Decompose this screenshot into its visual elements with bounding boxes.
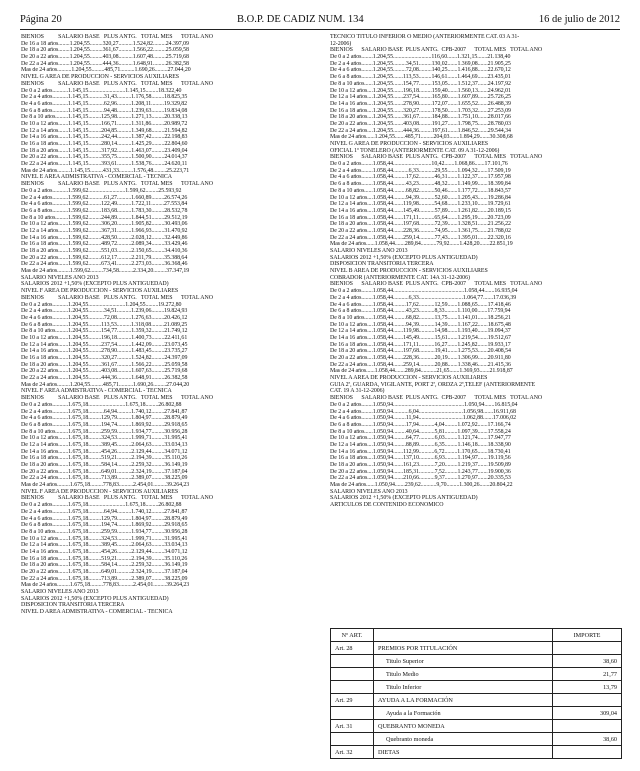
text-line: 12-2006) bbox=[330, 40, 352, 47]
text-line: De 12 a 14 años.......1.145,15.........204,85..........1.349,68.........21.594,82 bbox=[21, 127, 188, 134]
text-line: NIVEL F AREA ADMISTRATIVA - COMERCIAL - TECNICA bbox=[21, 388, 172, 395]
text-line: SALARIOS 2012 +1,50% (EXCEPTO PLUS ANTIGUEDAD) bbox=[21, 595, 169, 602]
table-row bbox=[331, 681, 622, 694]
text-line: SALARIO NIVELES AÑO 2013 bbox=[21, 589, 99, 596]
text-line: De 10 a 12 años....1.058,44.........94,39...........52,60.......1.205,43.......19.286,84 bbox=[330, 194, 511, 201]
text-line: De 22 a 24 años........1.204,55.........444,36..........1.648,91.........26.382,58 bbox=[21, 60, 189, 67]
text-line: GUIA 2ª, GUARDA, VIGILANTE, PORT 2ª, ORDZA 2ª,TELEF (ANTERIORMENTE bbox=[330, 381, 536, 388]
amount-cell: 21,77 bbox=[553, 668, 622, 681]
text-line: De 4 a 6 años...........1.204,55...........72,08..........1.276,63.........20.426,12 bbox=[21, 314, 188, 321]
text-line: De 6 a 8 años........1.058,44.........43,23...........8,33.........1.110,00.......17.759,94 bbox=[330, 308, 511, 315]
publication-date: 16 de julio de 2012 bbox=[538, 14, 620, 25]
text-line: De 20 a 22 años.......1.204,55.........403,08..........1.607,63.........25.719,68 bbox=[21, 368, 188, 375]
text-line: SALARIOS 2012 +1,50% (EXCEPTO PLUS ANTIGUEDAD) bbox=[330, 254, 478, 261]
art-number-cell: Art. 32 bbox=[331, 746, 374, 759]
text-line: De 10 a 12 años....1.058,44.........94,39...........14,39.......1.167,22.......18.675,48 bbox=[330, 321, 511, 328]
text-line: BIENIOS SALARIO BASE PLUS ANTG. CPB-2007 TOTAL MES TOTAL AÑO bbox=[330, 47, 543, 54]
text-line: De 6 a 8 años...........1.675,18.........194,74..........1.869,92.........29.918,65 bbox=[21, 421, 188, 428]
amount-cell bbox=[553, 694, 622, 707]
text-line: De 22 a 24 años.......1.675,18.........713,89..........2.389,07.........38.225,09 bbox=[21, 575, 188, 582]
text-line: De 6 a 8 años........1.050,94.........17,94...........4,04.........1.072,92.......17.166,74 bbox=[330, 421, 511, 428]
concept-cell: Titulo Inferior bbox=[374, 681, 553, 694]
text-line: De 0 a 2 años...........1.675,18..........................1.675,18.........26.802,88 bbox=[21, 502, 182, 509]
art-number-cell bbox=[331, 655, 374, 668]
amount-cell bbox=[553, 746, 622, 759]
text-line: BIENIOS SALARIO BASE PLUS ANTG. TOTAL MES TOTAL AÑO bbox=[21, 34, 213, 40]
amount-cell: 38,60 bbox=[553, 733, 622, 746]
text-line: De 4 a 6 años...........1.675,18.........129,79..........1.804,97.........28.879,49 bbox=[21, 415, 188, 422]
text-line: Mas de 24 años.........1.145,15.........431,33..........1.576,48.........25.223,71 bbox=[21, 167, 190, 174]
text-line: De 6 a 8 años...........1.675,18.........194,74..........1.869,92.........29.918,65 bbox=[21, 522, 188, 529]
text-line: BIENIOS SALARIO BASE PLUS ANTG. CPB-2007 TOTAL MES TOTAL AÑO bbox=[330, 281, 543, 288]
text-line: OFICIAL 1º TONELERO (ANTERIORMENTE CAT. 09 A 31-12-2006) bbox=[330, 147, 500, 154]
text-line: De 16 a 18 años....1.204,55.......320,27.........178,50.......1.703,32.......27.253,09 bbox=[330, 107, 511, 114]
text-line: De 0 a 2 años........1.058,44...........................10,42.......1.068,86.......17.101,76 bbox=[330, 161, 508, 168]
amount-cell: 309,04 bbox=[553, 707, 622, 720]
text-line: De 2 a 4 años........1.058,44...........6,33...........29,55.......1.094,32.......17.509,19 bbox=[330, 167, 511, 174]
text-line: De 10 a 12 años.......1.145,15.........166,71..........1.311,86.........20.989,72 bbox=[21, 120, 188, 127]
text-line: De 14 a 16 años.......1.145,15.........242,44..........1.387,42.........22.198,83 bbox=[21, 134, 188, 141]
concept-cell: Titulo Superior bbox=[374, 655, 553, 668]
text-line: De 14 a 16 años....1.058,44.......145,49...........15,61.......1.219,54.......19.512,67 bbox=[330, 334, 511, 341]
text-line: De 6 a 8 años...........1.599,62.........183,68..........1.783,30.........28.532,78 bbox=[21, 207, 188, 214]
text-line: DISPOSICION TRANSITORIA TERCERA bbox=[330, 261, 434, 268]
text-line: De 8 a 10 años.........1.675,18.........259,59..........1.934,77.........30.956,28 bbox=[21, 528, 188, 535]
text-line: BIENIOS SALARIO BASE PLUS ANTG. CPB-2007 TOTAL MES TOTAL AÑO bbox=[330, 395, 543, 402]
text-line: De 20 a 22 años....1.204,55.......403,08.........191,27.......1.798,75.......28.780,03 bbox=[330, 120, 511, 127]
publication-title: B.O.P. DE CADIZ NUM. 134 bbox=[237, 14, 364, 25]
text-line: De 16 a 18 años.......1.599,62.........489,72..........2.089,34.........33.429,46 bbox=[21, 241, 188, 248]
amount-cell: 38,60 bbox=[553, 655, 622, 668]
text-line: De 2 a 4 años........1.058,44...........6,33...............................1.064,77.......17.036,39 bbox=[330, 294, 517, 301]
text-line: De 20 a 22 años....1.050,94.......185,31...........7,52.........1.243,77.......19.900,36 bbox=[330, 468, 511, 475]
text-line: NIVEL B AREA DE PRODUCCION - SERVICIOS AUXILIARES bbox=[330, 268, 488, 275]
text-line: NIVEL D AREA ADMISTRATIVA - COMERCIAL - TECNICA bbox=[21, 609, 173, 616]
text-line: BIENIOS SALARIO BASE PLUS ANTG. CPB-2007 TOTAL MES TOTAL AÑO bbox=[330, 154, 543, 161]
text-line: De 22 a 24 años....1.058,44.......259,14...........20,88.......1.338,46.......21.415,36 bbox=[330, 361, 511, 368]
concept-cell: Quebranto moneda bbox=[374, 733, 553, 746]
text-line: De 10 a 12 años.......1.675,18.........324,53..........1.999,71.........31.995,41 bbox=[21, 535, 188, 542]
text-line: De 18 a 20 años....1.058,44.......197,68...........19,41.......1.275,53.......20.408,54 bbox=[330, 348, 511, 355]
text-line: De 4 a 6 años...........1.675,18.........129,79..........1.804,97.........28.879,49 bbox=[21, 515, 188, 522]
text-line: De 12 a 14 años.......1.599,62.........367,31..........1.966,93.........31.470,92 bbox=[21, 227, 188, 234]
text-line: De 8 a 10 años......1.050,94.........40,64...........5,81.........1.097,39.......17.558,24 bbox=[330, 428, 511, 435]
text-line: BIENIOS SALARIO BASE PLUS ANTG. TOTAL MES TOTAL AÑO bbox=[21, 495, 213, 502]
art-number-cell: Art. 29 bbox=[331, 694, 374, 707]
text-line: De 8 a 10 años.........1.599,62.........244,89..........1.844,51.........29.512,19 bbox=[21, 214, 188, 221]
text-line: De 18 a 20 años....1.058,44.......197,68...........72,39.......1.328,51.......21.256,22 bbox=[330, 221, 511, 228]
text-line: De 16 a 18 años.......1.675,18.........519,21..........2.194,39.........35.110,26 bbox=[21, 455, 188, 462]
text-line: De 8 a 10 años......1.204,55.......154,77.........153,05.......1.512,37.......24.197,92 bbox=[330, 80, 511, 87]
concept-cell: PREMIOS POR TITULACIÓN bbox=[374, 642, 553, 655]
text-line: NIVEL A AREA DE PRODUCCION - SERVICIOS AUXILIARES bbox=[330, 375, 488, 382]
text-line: De 0 a 2 años...........1.599,62..........................1.599,62.........25.593,92 bbox=[21, 187, 182, 194]
text-line: De 16 a 18 años....1.050,94.......137,10...........6,93.........1.194,97.......19.119,56 bbox=[330, 455, 511, 462]
text-line: SALARIOS 2012 +1,50% (EXCEPTO PLUS ANTIGUEDAD) bbox=[330, 495, 478, 502]
text-line: De 2 a 4 años...........1.145,15...........31,43..........1.176,58.........18.825,35 bbox=[21, 94, 188, 101]
text-line: De 18 a 20 años.......1.599,62.........551,03..........2.150,65.........34.410,36 bbox=[21, 248, 188, 254]
left-column bbox=[21, 34, 313, 616]
concept-cell: Ayuda a la Formación bbox=[374, 707, 553, 720]
art-number-cell: Art. 31 bbox=[331, 720, 374, 733]
text-line: De 20 a 22 años.......1.145,15.........355,75..........1.500,90.........24.014,37 bbox=[21, 154, 188, 161]
text-line: De 14 a 16 años....1.050,94.......112,99...........6,72.........1.170,65.......18.730,41 bbox=[330, 448, 511, 455]
text-line: De 6 a 8 años........1.058,44.........43,23...........48,32.......1.149,99.......18.399,84 bbox=[330, 181, 511, 188]
page-header bbox=[20, 14, 620, 28]
text-line: De 2 a 4 años........1.050,94...........6,04...............................1.056,98.......16.911,68 bbox=[330, 408, 516, 415]
text-line: De 0 a 2 años...........1.145,15..........................1.145,15.........18.322,40 bbox=[21, 87, 182, 94]
text-line: De 0 a 2 años........1.058,44..................................................1.058,44.......16.935,04 bbox=[330, 288, 518, 295]
text-line: BIENIOS SALARIO BASE PLUS ANTG. TOTAL MES TOTAL AÑO bbox=[21, 294, 213, 301]
text-line: De 18 a 20 años.......1.675,18.........584,14..........2.259,32.........36.149,19 bbox=[21, 462, 188, 468]
text-line: De 10 a 12 años.......1.675,18.........324,53..........1.999,71.........31.995,41 bbox=[21, 435, 188, 442]
text-line: De 0 a 2 años........1.204,55...........................116,60.......1.321,15.......21.138,40 bbox=[330, 54, 511, 61]
text-line: SALARIO NIVELES AÑO 2013 bbox=[330, 488, 408, 495]
text-line: De 2 a 4 años...........1.204,55...........34,51..........1.239,06.........19.824,93 bbox=[21, 308, 188, 315]
text-line: De 10 a 12 años.......1.204,55.........196,18..........1.400,73.........22.411,61 bbox=[21, 334, 188, 341]
text-line: De 16 a 18 años....1.058,44.......171,11...........16,27.......1.245,82.......19.933,17 bbox=[330, 341, 511, 348]
table-row bbox=[331, 720, 622, 733]
text-line: Mas de 24 años.........1.675,18.........778,83..........2.454,01.........39.264,23 bbox=[21, 582, 190, 589]
text-line: De 22 a 24 años.......1.599,62.........673,41..........2.273,03.........36.368,46 bbox=[21, 261, 188, 268]
articles-table bbox=[330, 628, 622, 759]
text-line: De 18 a 20 años........1.204,55.........361,67..........1.566,22.........25.059,58 bbox=[21, 47, 189, 54]
text-line: Mas de 24 años......1.058,44.......289,84...........21,65.......1.369,93.......21.918,87 bbox=[330, 368, 513, 375]
text-line: De 8 a 10 años......1.058,44.........68,82...........50,46.......1.177,72.......18.843,57 bbox=[330, 187, 511, 194]
text-line: Mas de 24 años......1.204,55.......485,71.........204,03.......1.894,29.......30.308,68 bbox=[330, 134, 513, 141]
text-line: ARTICULOS DE CONTENIDO ECONOMICO bbox=[330, 502, 444, 509]
text-line: De 16 a 18 años........1.204,55.........320,27..........1.524,82.........24.397,09 bbox=[21, 40, 189, 47]
text-line: BIENIOS SALARIO BASE PLUS ANTG. TOTAL MES TOTAL AÑO bbox=[21, 181, 213, 188]
text-line: De 12 a 14 años.......1.675,18.........389,45..........2.064,63.........33.034,13 bbox=[21, 542, 188, 549]
text-line: De 12 a 14 años....1.204,55.......237,54.........165,80.......1.607,89.......25.726,25 bbox=[330, 94, 511, 101]
text-line: De 20 a 22 años........1.204,55.........403,08..........1.607,48.........25.719,68 bbox=[21, 54, 189, 61]
text-line: De 22 a 24 años.......1.675,18.........713,89..........2.389,07.........38.225,09 bbox=[21, 475, 188, 482]
concept-cell: QUEBRANTO MONEDA bbox=[374, 720, 553, 733]
text-line: De 4 a 6 años...........1.145,15...........62,96..........1.208,11.........19.329,82 bbox=[21, 100, 188, 107]
text-line: SALARIO NIVELES AÑO 2013 bbox=[21, 274, 99, 281]
amount-cell bbox=[553, 642, 622, 655]
text-line: De 20 a 22 años....1.058,44.......228,36...........74,95.......1.361,75.......21.788,02 bbox=[330, 227, 511, 234]
text-line: De 8 a 10 años......1.058,44.........68,82...........13,75.......1.141,01.......18.256,21 bbox=[330, 314, 511, 321]
text-line: De 16 a 18 años.......1.204,55.........320,27..........1.524,82.........24.397,09 bbox=[21, 355, 188, 361]
text-line: De 18 a 20 años.......1.675,18.........584,14..........2.259,32.........36.149,19 bbox=[21, 562, 188, 569]
text-line: NIVEL G AREA DE PRODUCCION - SERVICIOS AUXILIARES bbox=[330, 141, 489, 147]
text-line: De 8 a 10 años.........1.145,15.........125,98..........1.271,13.........20.338,13 bbox=[21, 114, 188, 121]
text-line: NIVEL F AREA DE PRODUCCION - SERVICIOS AUXILIARES bbox=[21, 488, 179, 495]
art-number-cell: Art. 28 bbox=[331, 642, 374, 655]
text-line: BIENIOS SALARIO BASE PLUS ANTG. TOTAL MES TOTAL AÑO bbox=[21, 395, 213, 402]
text-line: SALARIOS 2012 +1,50% (EXCEPTO PLUS ANTIGUEDAD) bbox=[21, 281, 169, 288]
text-line: De 12 a 14 años....1.058,44.......119,98...........14,98.......1.193,40.......19.094,37 bbox=[330, 328, 511, 335]
text-line: COBRADOR (ANTERIORMENTE CAT. 14A 31-12-2006) bbox=[330, 274, 470, 281]
text-line: De 12 a 14 años.......1.204,55.........237,54..........1.442,09.........23.073,45 bbox=[21, 341, 188, 348]
text-line: De 4 a 6 años........1.050,94.........11,94...............................1.062,88.......17.006,02 bbox=[330, 415, 516, 422]
concept-cell: Titulo Medio bbox=[374, 668, 553, 681]
articles-table-header bbox=[331, 629, 622, 642]
text-line: TECNICO TITULO INFERIOR O MEDIO (ANTERIORMENTE CAT. 03 A 31- bbox=[330, 34, 520, 40]
text-line: De 0 a 2 años...........1.675,18..........................1.675,18.........26.802,88 bbox=[21, 401, 182, 408]
concept-cell: AYUDA A LA FORMACIÓN bbox=[374, 694, 553, 707]
text-line: NIVEL F AREA DE PRODUCCION - SERVICIOS AUXILIARES bbox=[21, 288, 179, 295]
page-number: Página 20 bbox=[20, 14, 62, 25]
art-number-cell bbox=[331, 707, 374, 720]
art-number-cell bbox=[331, 733, 374, 746]
text-line: De 20 a 22 años.......1.599,62.........612,17..........2.211,79.........35.388,64 bbox=[21, 254, 188, 261]
text-line: De 4 a 6 años........1.204,55.........72,08.........140,25.......1.416,88.......22.670,12 bbox=[330, 67, 511, 74]
table-row bbox=[331, 655, 622, 668]
art-number-cell bbox=[331, 681, 374, 694]
text-line: De 6 a 8 años........1.204,55.......113,53.........146,61.......1.464,69.......23.435,01 bbox=[330, 74, 511, 81]
amount-cell: 13,79 bbox=[553, 681, 622, 694]
text-line: De 8 a 10 años.........1.675,18.........259,59..........1.934,77.........30.956,28 bbox=[21, 428, 188, 435]
text-line: De 2 a 4 años...........1.599,62...........61,27..........1.660,89.........26.574,26 bbox=[21, 194, 188, 201]
text-line: De 0 a 2 años...........1.204,55..........................1.204,55.........19.272,80 bbox=[21, 301, 182, 308]
text-line: De 16 a 18 años.......1.675,18.........519,21..........2.194,39.........35.110,26 bbox=[21, 555, 188, 562]
text-line: CAT. 19 A 31-12-2006) bbox=[330, 388, 385, 395]
header-rule bbox=[20, 29, 620, 30]
text-line: De 14 a 16 años.......1.204,55.........278,90..........1.483,45.........23.735,27 bbox=[21, 348, 188, 355]
text-line: De 10 a 12 años....1.204,55.......196,18.........159,40.......1.560,13.......24.962,01 bbox=[330, 87, 511, 94]
text-line: De 18 a 20 años....1.204,55.......361,67.........184,88.......1.751,10.......28.017,66 bbox=[330, 114, 511, 121]
text-line: DISPOSICION TRANSITORIA TERCERA bbox=[21, 602, 125, 609]
text-line: Mas de 24 años.........1.204,55.........485,71..........1.690,26.........27.044,20 bbox=[21, 381, 190, 388]
text-line: NIVEL G AREA DE PRODUCCION - SERVICIOS AUXILIARES bbox=[21, 74, 180, 81]
text-line: De 2 a 4 años........1.204,55.........34,51.........130,02.......1.369,08.......21.905,25 bbox=[330, 60, 511, 67]
text-line: De 18 a 20 años....1.050,94.......161,23...........7,20.........1.219,37.......19.509,89 bbox=[330, 462, 511, 468]
text-line: De 0 a 2 años........1.050,94..................................................1.050,94.......16.815,04 bbox=[330, 401, 518, 408]
text-line: De 2 a 4 años...........1.675,18...........64,94..........1.740,12.........27.841,87 bbox=[21, 508, 188, 515]
text-line: De 2 a 4 años...........1.675,18...........64,94..........1.740,12.........27.841,87 bbox=[21, 408, 188, 415]
text-line: De 22 a 24 años....1.058,44.......259,14...........77,43.......1.395,01.......22.320,16 bbox=[330, 234, 511, 241]
header-art-number: Nº ART. bbox=[331, 629, 374, 642]
text-line: De 12 a 14 años....1.050,94.........88,89...........6,35.........1.146,18.......18.338,90 bbox=[330, 441, 511, 448]
text-line: De 18 a 20 años.......1.145,15.........317,92..........1.463,07.........23.409,04 bbox=[21, 147, 188, 154]
text-line: Mas de 24 años.........1.599,62.........734,58..........2.334,20.........37.347,19 bbox=[21, 268, 190, 275]
text-line: De 20 a 22 años.......1.675,18.........649,01..........2.324,19.........37.187,04 bbox=[21, 569, 188, 575]
text-line: De 18 a 20 años.......1.204,55.........361,67..........1.566,22.........25.059,58 bbox=[21, 361, 188, 368]
text-line: SALARIO NIVELES AÑO 2013 bbox=[330, 248, 408, 254]
text-line: De 16 a 18 años.......1.145,15.........280,14..........1.425,29.........22.804,60 bbox=[21, 141, 188, 147]
text-line: Mas de 24 años.........1.675,18.........778,83..........2.454,01.........39.264,23 bbox=[21, 482, 190, 489]
header-amount: IMPORTE bbox=[553, 629, 622, 642]
text-line: De 20 a 22 años.......1.675,18.........649,01..........2.324,19.........37.187,04 bbox=[21, 468, 188, 475]
text-line: De 16 a 18 años....1.058,44.......171,11...........65,64.......1.295,19.......20.723,09 bbox=[330, 214, 511, 221]
table-row bbox=[331, 707, 622, 720]
table-row bbox=[331, 668, 622, 681]
text-line: De 14 a 16 años.......1.675,18.........454,26..........2.129,44.........34.071,12 bbox=[21, 548, 188, 555]
text-line: De 22 a 24 años.......1.204,55.........444,36..........1.648,91.........26.382,58 bbox=[21, 375, 188, 382]
text-line: De 12 a 14 años....1.058,44.......119,98...........54,68.......1.233,10.......19.729,61 bbox=[330, 201, 511, 208]
text-line: De 14 a 16 años.......1.599,62.........428,50..........2.028,12.........32.449,86 bbox=[21, 234, 188, 241]
header-concept bbox=[374, 629, 553, 642]
text-line: Mas de 24 años......1.050,94.......239,62...........9,70.........1.300,26.......20.804,22 bbox=[330, 482, 513, 489]
text-line: De 4 a 6 años........1.058,44.........17,62...........12,59.......1.088,65.......17.418,46 bbox=[330, 301, 511, 308]
text-line: De 12 a 14 años.......1.675,18.........389,45..........2.064,63.........33.034,13 bbox=[21, 441, 188, 448]
text-line: De 22 a 24 años.......1.145,15.........393,61..........1.538,76.........24.620,11 bbox=[21, 161, 188, 168]
text-line: NIVEL E AREA ADMISTRATIVA - COMERCIAL - TECNICA bbox=[21, 174, 172, 181]
text-line: De 20 a 22 años....1.058,44.......228,36...........20,19.......1.306,99.......20.911,80 bbox=[330, 355, 511, 361]
art-number-cell bbox=[331, 668, 374, 681]
text-line: De 6 a 8 años...........1.204,55.........113,53..........1.318,08.........21.089,25 bbox=[21, 321, 188, 328]
text-line: Mas de 24 años..........1.204,55.........485,71..........1.690,26.........27.044,20 bbox=[21, 67, 191, 74]
text-line: De 14 a 16 años.......1.675,18.........454,26..........2.129,44.........34.071,12 bbox=[21, 448, 188, 455]
text-line: De 4 a 6 años........1.058,44.........17,62...........46,31.......1.122,37.......17.957,98 bbox=[330, 174, 511, 181]
text-line: De 10 a 12 años....1.050,94.........64,77...........6,03.........1.121,74.......17.947,77 bbox=[330, 435, 511, 442]
table-row bbox=[331, 642, 622, 655]
table-row bbox=[331, 733, 622, 746]
concept-cell: DIETAS bbox=[374, 746, 553, 759]
text-line: De 14 a 16 años....1.204,55.......278,90.........172,07.......1.655,52.......26.488,39 bbox=[330, 100, 511, 107]
text-line: De 10 a 12 años.......1.599,62.........306,20..........1.905,82.........30.493,06 bbox=[21, 221, 188, 228]
text-line: De 22 a 24 años....1.050,94.......210,66...........9,37.........1.270,97.......20.335,53 bbox=[330, 475, 511, 482]
amount-cell bbox=[553, 720, 622, 733]
right-column bbox=[330, 34, 622, 509]
text-line: De 22 a 24 años....1.204,55.......444,36.........197,61.......1.846,52.......29.544,34 bbox=[330, 127, 511, 134]
text-line: De 4 a 6 años...........1.599,62.........122,49..........1.722,11.........27.553,84 bbox=[21, 201, 188, 208]
text-line: BIENIOS SALARIO BASE PLUS ANTG. TOTAL MES TOTAL AÑO bbox=[21, 80, 213, 87]
table-row bbox=[331, 746, 622, 759]
text-line: De 8 a 10 años.........1.204,55.........154,77..........1.359,32.........21.749,12 bbox=[21, 328, 188, 335]
table-row bbox=[331, 694, 622, 707]
text-line: Mas de 24 años......1.058,44.......289,84...........79,92.......1.428,20.......22.851,19 bbox=[330, 241, 513, 248]
text-line: De 14 a 16 años....1.058,44.......145,49...........57,89.......1.261,82.......20.189,15 bbox=[330, 207, 511, 214]
text-line: De 6 a 8 años...........1.145,15...........94,48..........1.239,63.........19.834,08 bbox=[21, 107, 188, 114]
